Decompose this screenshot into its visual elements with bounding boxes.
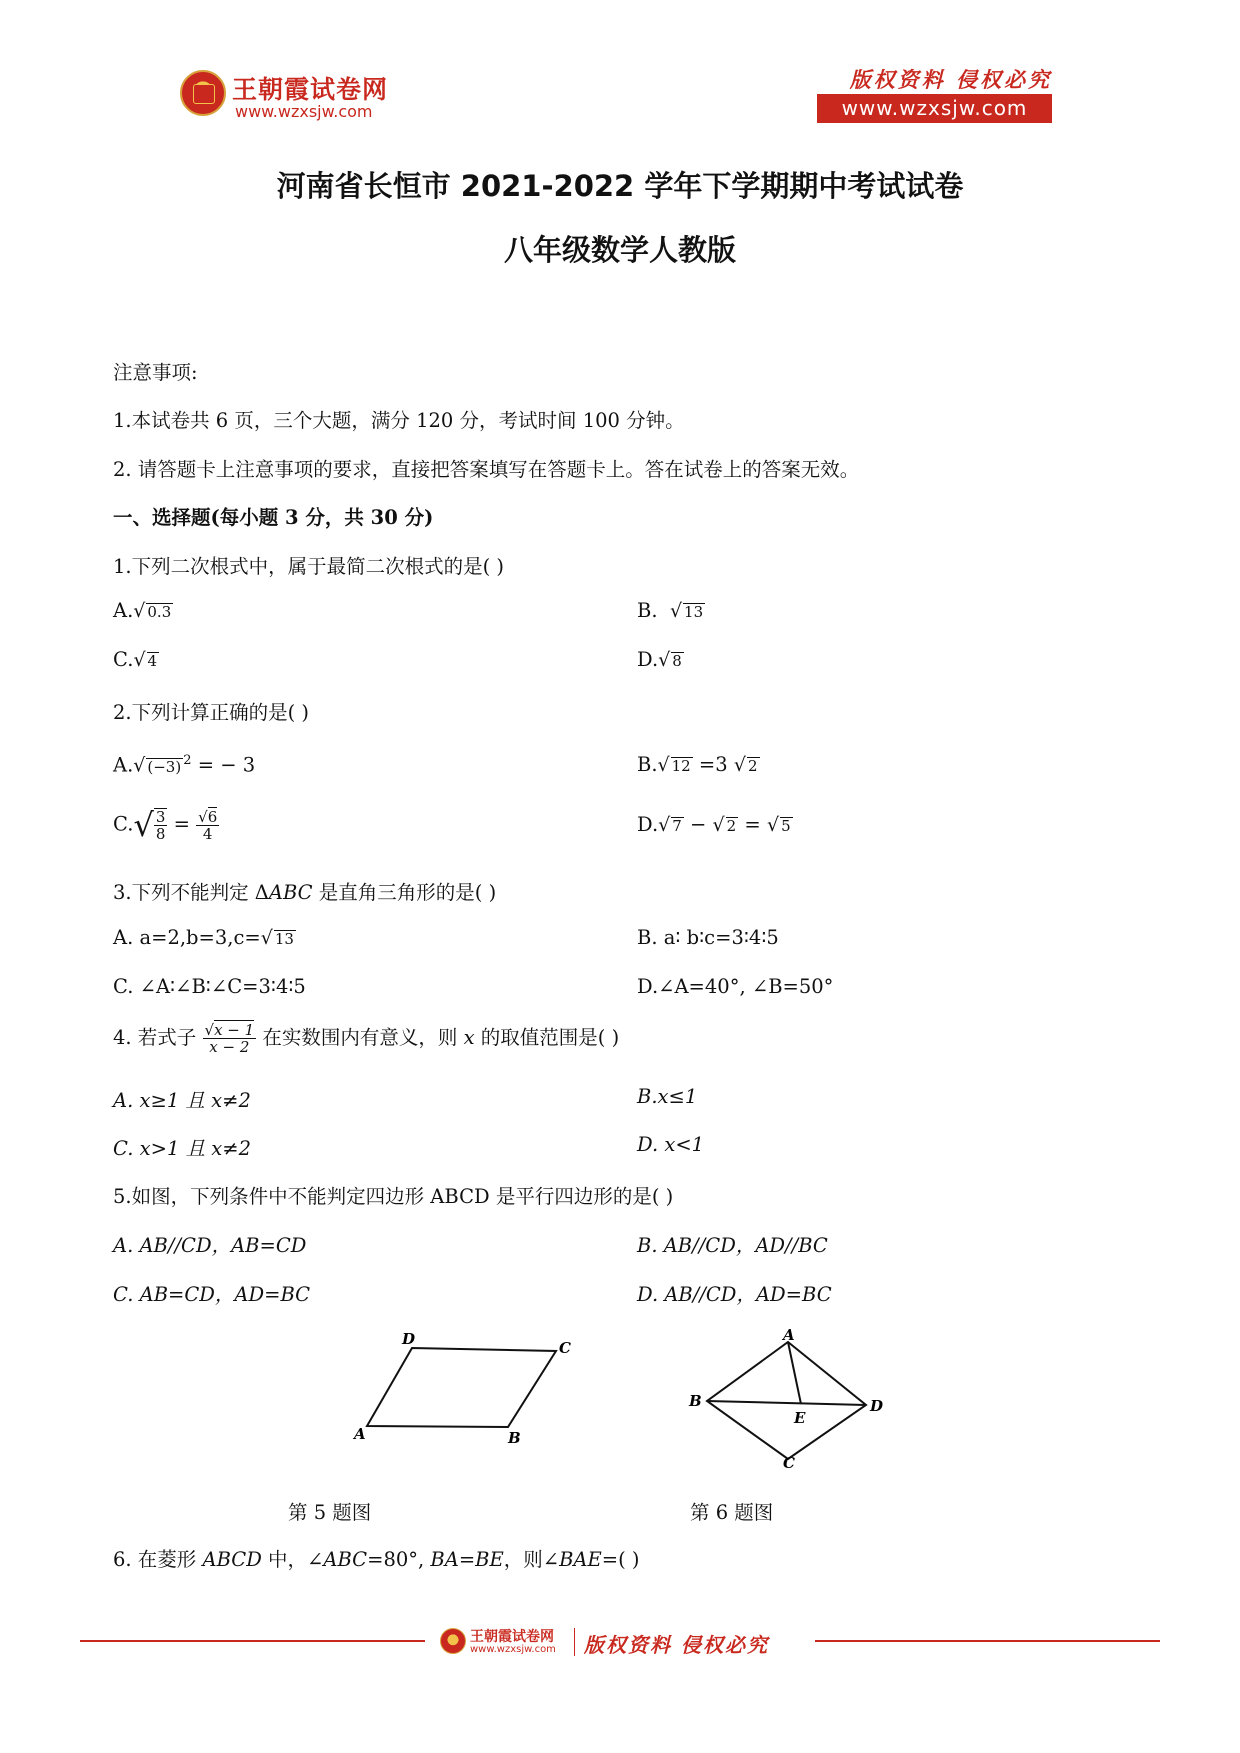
q2-option-a: A.√ (−3) $^2$ = − 3 — [113, 753, 256, 777]
q4-stem: 4. 若式子 $\frac{√x - 1}{x - 2}$ 在实数围内有意义，则 x 的取值范围是( ) — [113, 1021, 620, 1056]
copyright-slogan: 版权资料 侵权必究 — [849, 67, 1052, 92]
notice-heading: 注意事项: — [113, 361, 198, 384]
q3-option-c: C. ∠A∶∠B∶∠C=3∶4∶5 — [113, 975, 306, 998]
footer-seal-icon — [440, 1628, 466, 1654]
q1-option-a: A.√ 0.3 — [113, 599, 172, 622]
fig5-label-a: A — [354, 1425, 366, 1443]
footer-name: 王朝霞试卷网 — [470, 1629, 554, 1645]
figure-6-caption: 第 6 题图 — [690, 1501, 774, 1524]
q1-option-d: D.√ 8 — [637, 648, 682, 671]
footer-brand[interactable] — [440, 1624, 800, 1660]
parallelogram-shape — [367, 1348, 556, 1427]
q3-stem: 3.下列不能判定 ΔABC 是直角三角形的是( ) — [113, 881, 497, 904]
fig5-label-c: C — [559, 1339, 571, 1357]
q4-option-d: D. x<1 — [637, 1133, 705, 1156]
copyright-header — [817, 64, 1052, 124]
q4-option-c: C. x>1 且 x≠2 — [113, 1137, 252, 1160]
figure-6-rhombus — [680, 1328, 900, 1468]
logo-url[interactable]: www.wzxsjw.com — [235, 102, 373, 121]
q3-option-a: A. a=2,b=3,c=√ 13 — [113, 926, 294, 949]
footer-slogan: 版权资料 侵权必究 — [584, 1633, 769, 1657]
footer-rule-left — [80, 1640, 425, 1642]
q6-stem: 6. 在菱形 ABCD 中，∠ABC=80°, BA=BE，则∠BAE=( ) — [113, 1548, 640, 1571]
q5-option-a: A. AB//CD，AB=CD — [113, 1234, 307, 1257]
q5-option-d: D. AB//CD，AD=BC — [637, 1283, 832, 1306]
q1-option-c: C.√ 4 — [113, 648, 158, 671]
q2-option-c: C.√ $\frac{3}{8}$ = $\frac{√6}{4}$ — [113, 806, 218, 844]
q4-option-a: A. x≥1 且 x≠2 — [113, 1089, 251, 1112]
exam-title: 河南省长恒市 2021-2022 学年下学期期中考试试卷 — [276, 169, 964, 203]
notice-item-1: 1.本试卷共 6 页，三个大题，满分 120 分，考试时间 100 分钟。 — [113, 409, 685, 432]
seal-icon — [180, 70, 226, 116]
footer-separator — [574, 1628, 575, 1656]
rhombus-shape — [707, 1342, 866, 1459]
diagonal-bd — [707, 1401, 866, 1405]
q3-option-b: B. a∶ b∶c=3∶4∶5 — [637, 926, 779, 949]
q5-option-c: C. AB=CD，AD=BC — [113, 1283, 311, 1306]
logo-name: 王朝霞试卷网 — [232, 75, 389, 104]
figure-5-caption: 第 5 题图 — [288, 1501, 372, 1524]
exam-subtitle: 八年级数学人教版 — [503, 233, 736, 267]
q3-option-d: D.∠A=40°, ∠B=50° — [637, 975, 834, 998]
q2-option-d: D.√ 7 − √ 2 = √ 5 — [637, 813, 791, 836]
fig6-label-a: A — [783, 1328, 795, 1344]
header-url-bar[interactable]: www.wzxsjw.com — [817, 94, 1052, 123]
fig6-label-e: E — [794, 1409, 806, 1427]
fig6-label-d: D — [870, 1397, 884, 1415]
notice-item-2: 2. 请答题卡上注意事项的要求，直接把答案填写在答题卡上。答在试卷上的答案无效。 — [113, 458, 860, 481]
fig5-label-d: D — [402, 1330, 416, 1348]
footer-url[interactable]: www.wzxsjw.com — [470, 1644, 556, 1655]
footer-rule-right — [815, 1640, 1160, 1642]
q5-stem: 5.如图，下列条件中不能判定四边形 ABCD 是平行四边形的是( ) — [113, 1185, 674, 1208]
site-logo[interactable] — [180, 68, 430, 128]
fig6-label-b: B — [689, 1392, 702, 1410]
section-heading: 一、选择题(每小题 3 分，共 30 分) — [113, 506, 434, 529]
q2-option-b: B.√ 12 =3 √ 2 — [637, 753, 758, 776]
q1-option-b: B. √ 13 — [637, 599, 704, 622]
figure-5-parallelogram — [330, 1325, 590, 1445]
fig5-label-b: B — [508, 1429, 521, 1445]
q1-stem: 1.下列二次根式中，属于最简二次根式的是( ) — [113, 555, 505, 578]
q5-option-b: B. AB//CD，AD//BC — [637, 1234, 828, 1257]
q2-stem: 2.下列计算正确的是( ) — [113, 701, 310, 724]
fig6-label-c: C — [783, 1454, 795, 1468]
q4-option-b: B.x≤1 — [637, 1085, 698, 1108]
